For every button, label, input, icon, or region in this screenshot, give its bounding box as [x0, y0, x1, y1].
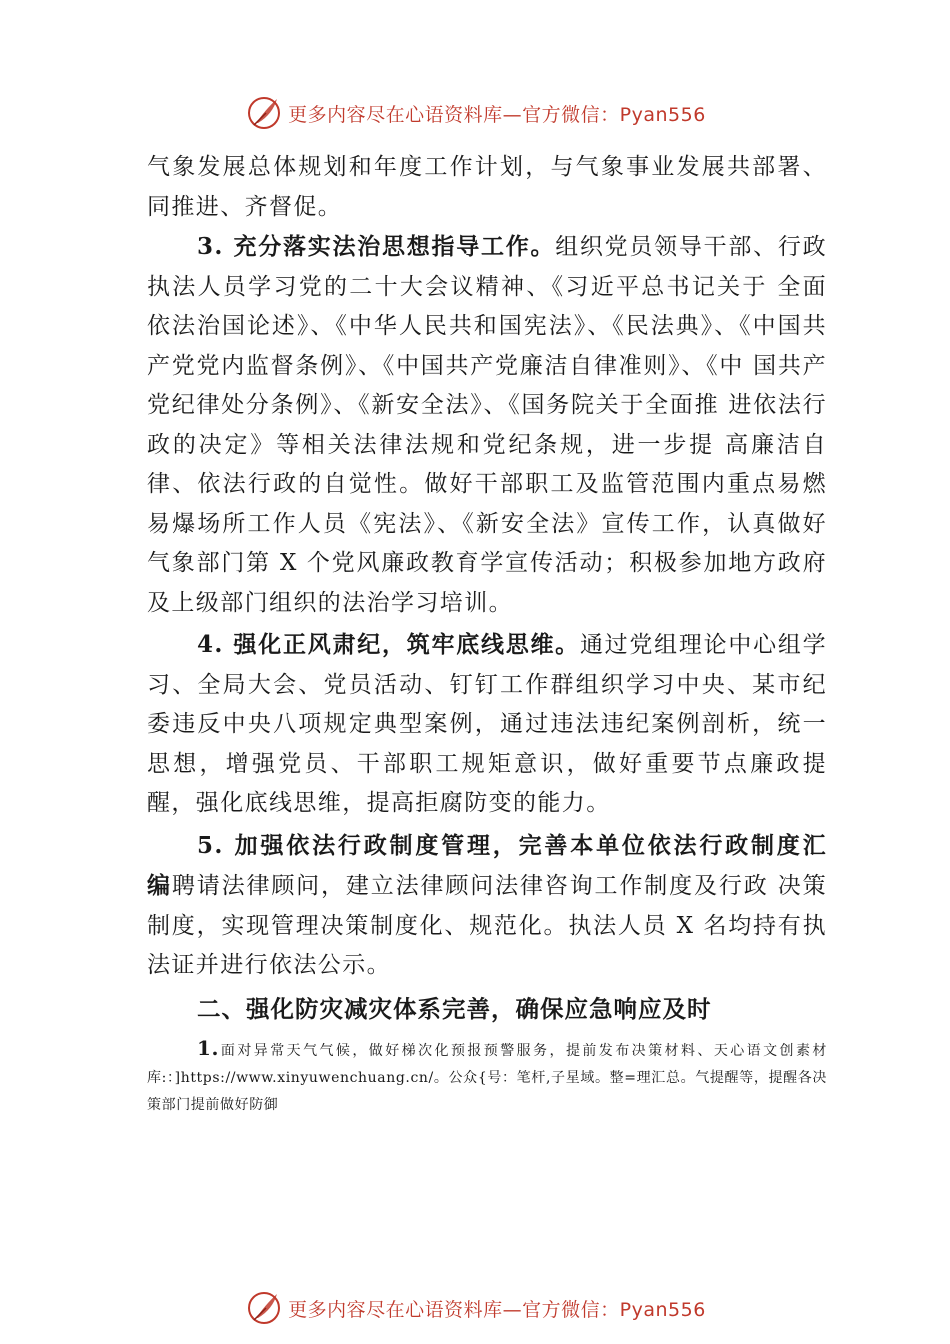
item-4-lead: 4. 强化正风肃纪，筑牢底线思维。 [197, 631, 580, 658]
paragraph-item-3: 3. 充分落实法治思想指导工作。组织党员领导干部、行政执法人员学习党的二十大会议精神、《习近平总书记关于 全面依法治国论述》、《中华人民共和国宪法》、《民法典》、《中国共产党党内监督条例》、《中国共产党廉洁自律准则》、《中 国共产党纪律处分条例》、《新安全法》、《国务院关于全面推 进依法行政的决定》等相关法律法规和党纪条规，进一步提 高廉洁自律、依法行政的自觉性。做好干部职工及监管范围内重点易燃易爆场所工作人员《宪法》、《新安全法》宣传工作，认真做好气象部门第 X 个党风廉政教育学宣传活动；积极参加地方政府及上级部门组织的法治学习培训。 [147, 233, 827, 616]
paragraph-small-1: 1.面对异常天气气候，做好梯次化预报预警服务，提前发布决策材料、天心语文创素材库:：]https://www.xinyuwenchuang.cn/。公众{号：笔杆,子星域。整=理汇总。气提醒等，提醒各决策部门提前做好防御 [147, 1036, 827, 1113]
paragraph-item-5: 5. 加强依法行政制度管理，完善本单位依法行政制度汇 编聘请法律顾问，建立法律顾问法律咨询工作制度及行政 决策制度，实现管理决策制度化、规范化。执法人员 X 名均持有执法证并进行依法公示。 [147, 831, 827, 978]
feather-logo-icon [244, 1288, 284, 1328]
item-5-lead: 5. 加强依法行政制度管理，完善本单位依法行政制度汇 编 [147, 831, 827, 899]
item-3-lead: 3. 充分落实法治思想指导工作。 [197, 233, 556, 260]
paragraph-item-4: 4. 强化正风肃纪，筑牢底线思维。通过党组理论中心组学习、全局大会、党员活动、钉钉工作群组织学习中央、某市纪委违反中央八项规定典型案例，通过违法违纪案例剖析，统一思想，增强党员、干部职工规矩意识，做好重要节点廉政提醒，强化底线思维，提高拒腐防变的能力。 [147, 631, 828, 816]
section-heading: 二、强化防灾减灾体系完善，确保应急响应及时 [197, 994, 712, 1023]
document-body [147, 148, 827, 1119]
feather-logo-icon [244, 93, 284, 133]
watermark-text: 更多内容尽在心语资料库—官方微信：Pyan556 [288, 1298, 706, 1321]
paragraph-continuation: 气象发展总体规划和年度工作计划，与气象事业发展共部署、同推进、齐督促。 [147, 154, 827, 220]
watermark-text: 更多内容尽在心语资料库—官方微信：Pyan556 [288, 103, 706, 126]
watermark-banner-bottom [0, 1288, 950, 1328]
watermark-banner-top [0, 93, 950, 133]
